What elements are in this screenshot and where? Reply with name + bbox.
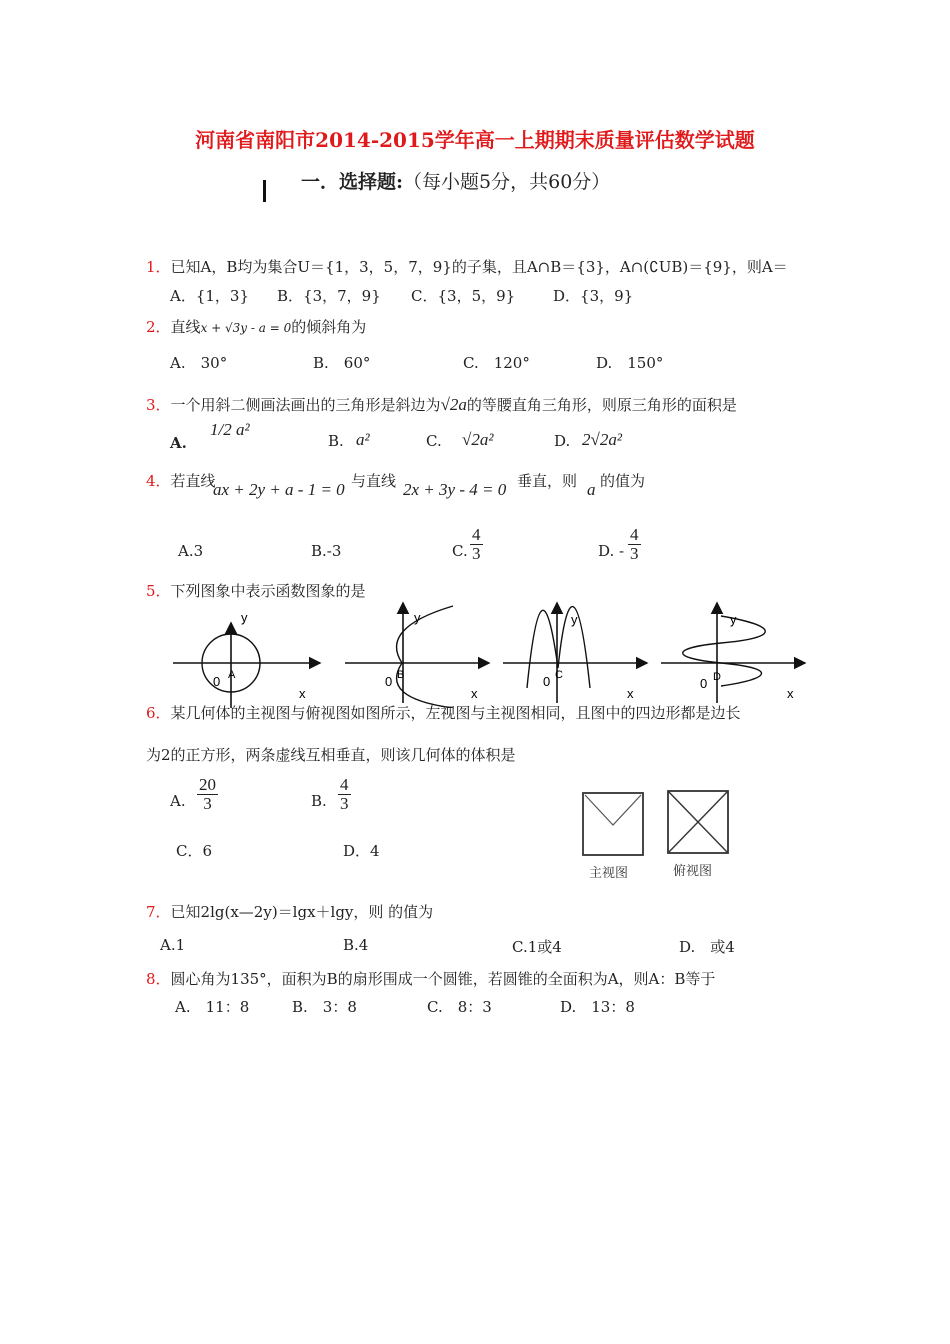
y-axis-label: y: [571, 612, 578, 627]
hypotenuse-formula: √2a: [440, 395, 467, 414]
graph-letter: B: [397, 669, 405, 681]
line1-equation: ax + 2y + a - 1 = 0: [213, 480, 345, 499]
q8-option-a: A. 11：8: [175, 998, 250, 1016]
question-text-mid: 与直线: [351, 472, 397, 490]
q6-option-a-fraction: [195, 776, 220, 813]
question-number: 3．: [146, 396, 171, 414]
q1-option-a: A．{1，3}: [170, 287, 250, 305]
graph-letter: C: [555, 669, 563, 681]
x-axis-label: x: [627, 686, 634, 701]
origin-label: 0: [213, 674, 221, 689]
q8-option-c: C. 8：3: [427, 998, 492, 1016]
q3-option-b-math: a²: [356, 430, 370, 449]
q6-option-b-fraction: [336, 776, 353, 813]
document-title: 河南省南阳市2014-2015学年高一上期期末质量评估数学试题: [195, 128, 755, 152]
q6-option-d: D．4: [343, 842, 380, 860]
question-text-pre: 一个用斜二侧画法画出的三角形是斜边为: [170, 396, 441, 414]
denominator: 3: [630, 543, 639, 563]
question-6: [146, 702, 741, 723]
y-axis-label: y: [241, 610, 248, 625]
x-axis-label: x: [471, 686, 478, 701]
front-view: [583, 793, 643, 880]
question-1: [146, 256, 788, 277]
question-4: [146, 470, 216, 491]
variable-a: a: [587, 480, 596, 499]
line2-equation: 2x + 3y - 4 = 0: [403, 480, 507, 499]
three-view-figure: [575, 785, 745, 885]
top-view: [668, 791, 728, 878]
q3-option-a-math: 1/2 a²: [210, 420, 250, 439]
q6-option-a: A.: [170, 792, 186, 810]
q1-option-b: B．{3，7，9}: [277, 287, 381, 305]
front-view-label: 主视图: [589, 865, 629, 880]
denominator: 3: [203, 793, 212, 813]
question-number: 7．: [146, 903, 171, 921]
x-axis-label: x: [787, 686, 794, 701]
question-text-post: 的等腰直角三角形，则原三角形的面积是: [466, 396, 737, 414]
q2-option-a: A. 30°: [170, 354, 228, 372]
question-text: 已知A，B均为集合U＝{1，3，5，7，9}的子集，且A∩B＝{3}，A∩(∁UB)＝{9}，则A＝: [170, 258, 788, 276]
q3-option-c: C.: [426, 432, 442, 450]
q3-option-d-math: 2√2a²: [582, 430, 622, 449]
question-text: 下列图象中表示函数图象的是: [170, 582, 366, 600]
section-heading: [301, 167, 610, 194]
question-2: [146, 316, 366, 337]
numerator: 4: [340, 775, 349, 794]
q4-option-b: B.-3: [311, 542, 342, 560]
q6-option-b: B.: [311, 792, 327, 810]
q8-option-d: D. 13：8: [560, 998, 635, 1016]
graph-d: [661, 603, 805, 703]
question-text-post: 的倾斜角为: [291, 318, 367, 336]
q2-option-c: C. 120°: [463, 354, 530, 372]
question-7: [146, 901, 433, 922]
q3-option-c-math: √2a²: [462, 430, 494, 449]
numerator: 4: [472, 525, 481, 544]
y-axis-label: y: [730, 612, 737, 627]
q3-option-b: B.: [328, 432, 344, 450]
question-text: 某几何体的主视图与俯视图如图所示，左视图与主视图相同，且图中的四边形都是边长: [170, 704, 741, 722]
graph-letter: A: [228, 669, 236, 681]
question-number: 1．: [146, 258, 171, 276]
graph-b: [345, 603, 489, 708]
denominator: 3: [472, 543, 481, 563]
q7-option-b: B.4: [343, 936, 369, 954]
question-number: 8．: [146, 970, 171, 988]
denominator: 3: [340, 793, 349, 813]
q6-option-c: C．6: [176, 842, 213, 860]
question-3: [146, 394, 737, 415]
question-number: 4．: [146, 472, 171, 490]
q4-option-a: A.3: [178, 542, 204, 560]
graph-c: [503, 603, 647, 703]
line-equation: x + √3y - a = 0: [200, 321, 292, 335]
q7-option-c: C.1或4: [512, 938, 562, 956]
q8-option-b: B. 3：8: [292, 998, 357, 1016]
y-axis-label: y: [414, 610, 421, 625]
origin-label: 0: [700, 676, 708, 691]
question-text-pre: 若直线: [170, 472, 216, 490]
question-number: 6．: [146, 704, 171, 722]
q7-option-a: A.1: [160, 936, 186, 954]
section-note: （每小题5分，共60分）: [403, 171, 611, 193]
q1-option-c: C．{3，5，9}: [411, 287, 516, 305]
q4-option-d-fraction: [626, 526, 643, 563]
question-text: 圆心角为135°，面积为B的扇形围成一个圆锥，若圆锥的全面积为A，则A：B等于: [170, 970, 716, 988]
graph-a: [173, 610, 320, 708]
question-text: 已知2lg(x—2y)＝lgx＋lgy，则 的值为: [170, 903, 434, 921]
numerator: 20: [199, 775, 216, 794]
q4-option-d: D. -: [598, 542, 625, 560]
top-view-label: 俯视图: [673, 863, 713, 878]
function-graphs-figure: [165, 598, 815, 708]
q4-option-c: C.: [452, 542, 468, 560]
question-6-cont: 为2的正方形，两条虚线互相垂直，则该几何体的体积是: [146, 746, 516, 764]
q3-option-d: D.: [554, 432, 571, 450]
question-text-post: 垂直，则: [517, 472, 578, 490]
graph-letter: D: [713, 671, 721, 683]
origin-label: 0: [385, 674, 393, 689]
x-axis-label: x: [299, 686, 306, 701]
question-number: 5．: [146, 582, 171, 600]
question-text-pre: 直线: [170, 318, 201, 336]
q3-option-a: A.: [170, 434, 187, 452]
q2-option-b: B. 60°: [313, 354, 371, 372]
numerator: 4: [630, 525, 639, 544]
text-cursor: [263, 180, 266, 202]
section-label: 一．选择题:: [301, 171, 404, 193]
q2-option-d: D. 150°: [596, 354, 664, 372]
q1-option-d: D．{3，9}: [553, 287, 634, 305]
q7-option-d: D. 或4: [679, 938, 735, 956]
origin-label: 0: [543, 674, 551, 689]
q4-option-c-fraction: [468, 526, 485, 563]
question-8: [146, 968, 715, 989]
question-number: 2．: [146, 318, 171, 336]
question-text-end: 的值为: [600, 472, 646, 490]
